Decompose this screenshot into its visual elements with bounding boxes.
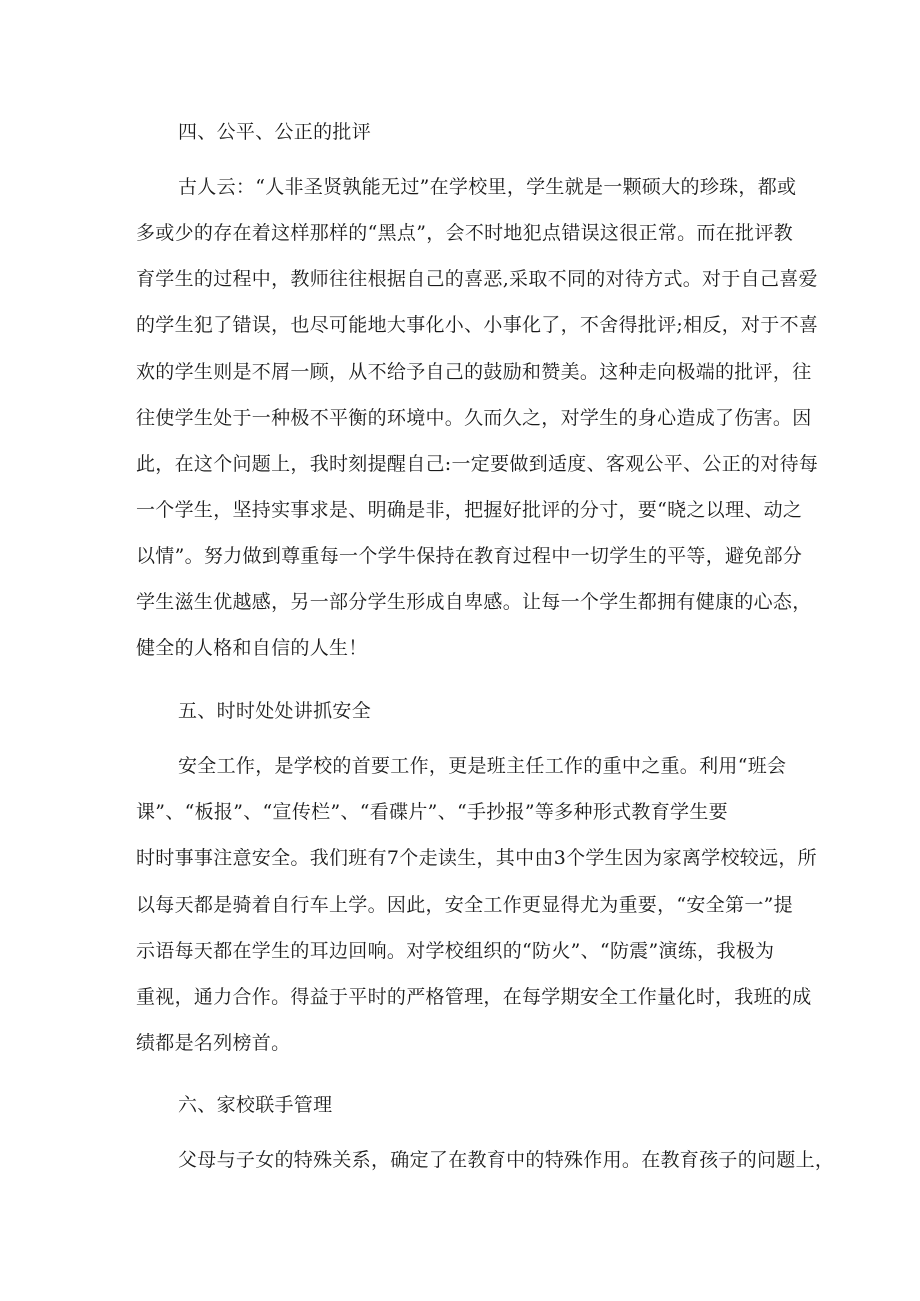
paragraph-line: 此，在这个问题上，我时刻提醒自己:一定要做到适度、客观公平、公正的对待每 <box>136 453 819 475</box>
paragraph-line: 重视，通力合作。得益于平时的严格管理，在每学期安全工作量化时，我班的成 <box>136 986 812 1008</box>
paragraph-line: 时时事事注意安全。我们班有7个走读生，其中由3个学生因为家离学校较远，所 <box>136 847 817 869</box>
paragraph-line: 的学生犯了错误，也尽可能地大事化小、小事化了，不舍得批评;相反，对于不喜 <box>136 314 819 336</box>
section-4-heading: 四、公平、公正的批评 <box>178 121 372 143</box>
paragraph-line: 健全的人格和自信的人生！ <box>136 637 368 659</box>
paragraph-line: 多或少的存在着这样那样的“黑点”，会不时地犯点错误这很正常。而在批评教 <box>136 222 793 244</box>
paragraph-line: 往使学生处于一种极不平衡的环境中。久而久之，对学生的身心造成了伤害。因 <box>136 407 812 429</box>
paragraph-line: 学生滋生优越感，另一部分学生形成自卑感。让每一个学生都拥有健康的心态， <box>136 591 812 613</box>
paragraph-line: 示语每天都在学生的耳边回响。对学校组织的“防火”、“防震”演练，我极为 <box>136 940 775 962</box>
paragraph-line: 育学生的过程中，教师往往根据自己的喜恶,采取不同的对待方式。对于自己喜爱 <box>136 268 818 290</box>
paragraph-line: 以每天都是骑着自行车上学。因此，安全工作更显得尤为重要，“安全第一”提 <box>136 894 793 916</box>
paragraph-line: 欢的学生则是不屑一顾，从不给予自己的鼓励和赞美。这种走向极端的批评，往 <box>136 361 812 383</box>
paragraph-line: 父母与子女的特殊关系，确定了在教育中的特殊作用。在教育孩子的问题上， <box>178 1149 835 1171</box>
section-5-heading: 五、时时处处讲抓安全 <box>178 700 372 722</box>
paragraph-line: 安全工作，是学校的首要工作，更是班主任工作的重中之重。利用“班会 <box>178 755 787 777</box>
paragraph-line: 课”、“板报”、“宣传栏”、“看碟片”、“手抄报”等多种形式教育学生要 <box>136 801 728 823</box>
paragraph-line: 绩都是名列榜首。 <box>136 1032 291 1054</box>
section-6-heading: 六、家校联手管理 <box>178 1094 333 1116</box>
paragraph-line: 古人云：“人非圣贤孰能无过”在学校里，学生就是一颗硕大的珍珠，都或 <box>178 176 797 198</box>
paragraph-line: 以情”。努力做到尊重每一个学牛保持在教育过程中一切学生的平等，避免部分 <box>136 545 803 567</box>
paragraph-line: 一个学生，坚持实事求是、明确是非，把握好批评的分寸，要“晓之以理、动之 <box>136 499 803 521</box>
